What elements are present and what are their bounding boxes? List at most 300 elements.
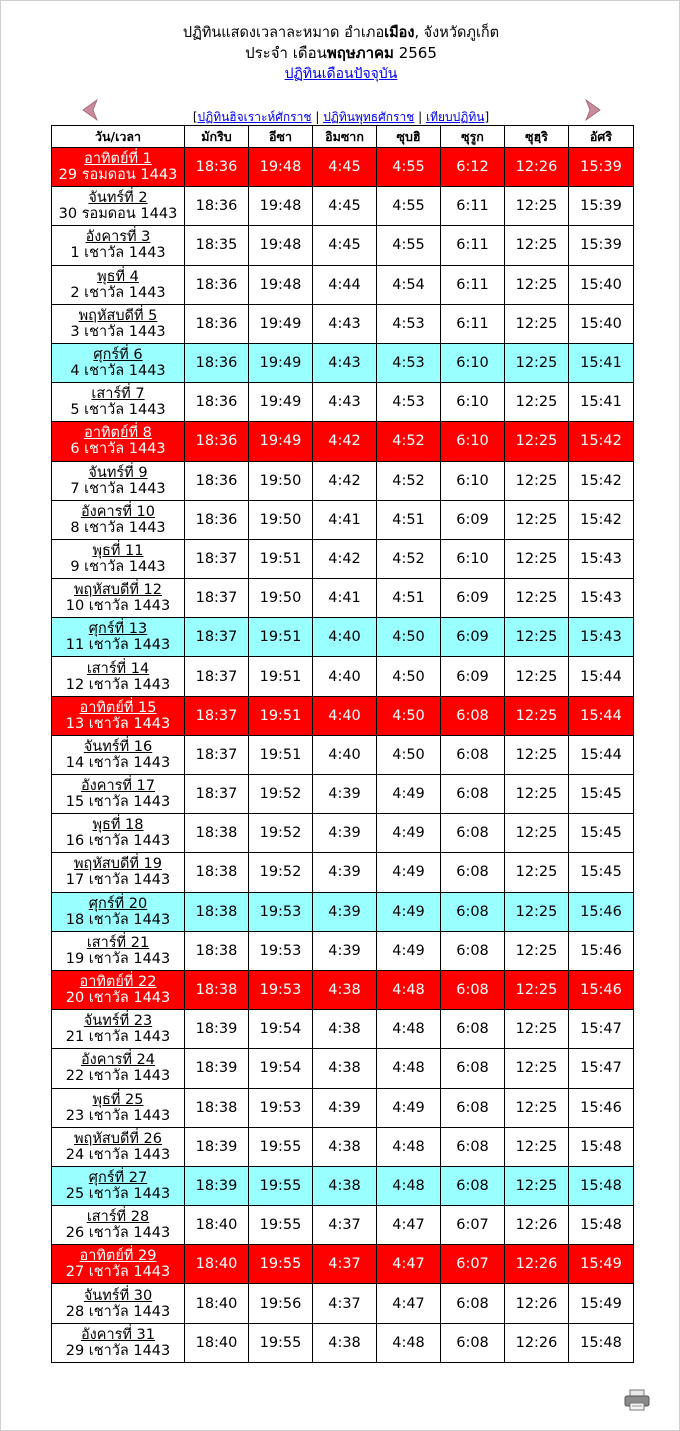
table-row <box>52 814 634 853</box>
sunrise-time: 6:08 <box>441 1127 505 1166</box>
asr-time: 15:49 <box>569 1245 634 1284</box>
header-zuhr: ซุฮฺริ <box>505 126 569 148</box>
day-link[interactable]: พฤหัสบดีที่ 12 <box>74 582 162 599</box>
asr-time: 15:42 <box>569 500 634 539</box>
isha-time: 19:49 <box>249 343 313 382</box>
current-month-link[interactable]: ปฏิทินเดือนปัจจุบัน <box>284 66 398 82</box>
imsak-time: 4:44 <box>313 265 377 304</box>
maghrib-time: 18:37 <box>185 579 249 618</box>
asr-time: 15:45 <box>569 853 634 892</box>
table-row <box>52 1323 634 1362</box>
hijri-date: 16 เชาวัล 1443 <box>65 833 171 850</box>
day-link[interactable]: เสาร์ที่ 21 <box>86 934 150 951</box>
isha-time: 19:54 <box>249 1010 313 1049</box>
asr-time: 15:48 <box>569 1206 634 1245</box>
maghrib-time: 18:36 <box>185 500 249 539</box>
day-cell <box>52 1166 185 1205</box>
isha-time: 19:55 <box>249 1127 313 1166</box>
imsak-time: 4:39 <box>313 814 377 853</box>
day-cell <box>52 422 185 461</box>
sunrise-time: 6:10 <box>441 539 505 578</box>
day-link[interactable]: อังคารที่ 3 <box>85 229 151 246</box>
zuhr-time: 12:25 <box>505 461 569 500</box>
day-cell <box>52 775 185 814</box>
day-link[interactable]: พุธที่ 18 <box>92 817 144 834</box>
hijri-date: 20 เชาวัล 1443 <box>65 990 171 1007</box>
imsak-time: 4:38 <box>313 1127 377 1166</box>
day-link[interactable]: พฤหัสบดีที่ 5 <box>78 307 158 324</box>
day-link[interactable]: อาทิตย์ที่ 29 <box>79 1248 157 1265</box>
day-link[interactable]: ศุกร์ที่ 6 <box>93 347 143 364</box>
subuh-time: 4:48 <box>377 1127 441 1166</box>
asr-time: 15:48 <box>569 1323 634 1362</box>
sunrise-time: 6:10 <box>441 461 505 500</box>
maghrib-time: 18:39 <box>185 1127 249 1166</box>
hijri-date: 8 เชาวัล 1443 <box>70 519 166 536</box>
sunrise-time: 6:08 <box>441 931 505 970</box>
imsak-time: 4:45 <box>313 226 377 265</box>
subuh-time: 4:53 <box>377 304 441 343</box>
month-title <box>1 43 680 63</box>
zuhr-time: 12:25 <box>505 657 569 696</box>
asr-time: 15:46 <box>569 1088 634 1127</box>
sunrise-time: 6:11 <box>441 226 505 265</box>
subuh-time: 4:52 <box>377 539 441 578</box>
hijri-calendar-link[interactable]: ปฏิทินฮิจเราะห์ศักราช <box>197 110 312 124</box>
isha-time: 19:52 <box>249 775 313 814</box>
maghrib-time: 18:39 <box>185 1049 249 1088</box>
sunrise-time: 6:08 <box>441 970 505 1009</box>
table-row <box>52 539 634 578</box>
hijri-date: 17 เชาวัล 1443 <box>65 872 171 889</box>
day-link[interactable]: อาทิตย์ที่ 1 <box>84 151 152 168</box>
subuh-time: 4:49 <box>377 853 441 892</box>
zuhr-time: 12:26 <box>505 1206 569 1245</box>
zuhr-time: 12:25 <box>505 931 569 970</box>
isha-time: 19:55 <box>249 1245 313 1284</box>
maghrib-time: 18:38 <box>185 814 249 853</box>
asr-time: 15:48 <box>569 1166 634 1205</box>
maghrib-time: 18:37 <box>185 735 249 774</box>
maghrib-time: 18:39 <box>185 1166 249 1205</box>
asr-time: 15:48 <box>569 1127 634 1166</box>
hijri-date: 29 เชาวัล 1443 <box>65 1342 171 1359</box>
maghrib-time: 18:40 <box>185 1245 249 1284</box>
day-cell <box>52 892 185 931</box>
table-row <box>52 1166 634 1205</box>
day-cell <box>52 853 185 892</box>
isha-time: 19:55 <box>249 1323 313 1362</box>
hijri-date: 22 เชาวัล 1443 <box>65 1068 171 1085</box>
month-name: พฤษภาคม <box>326 44 394 62</box>
hijri-date: 21 เชาวัล 1443 <box>65 1029 171 1046</box>
day-cell <box>52 618 185 657</box>
sunrise-time: 6:08 <box>441 1323 505 1362</box>
imsak-time: 4:40 <box>313 696 377 735</box>
prayer-times-table <box>51 125 634 1363</box>
hijri-date: 18 เชาวัล 1443 <box>65 911 171 928</box>
day-link[interactable]: อังคารที่ 31 <box>80 1326 156 1343</box>
header-isha: อีซา <box>249 126 313 148</box>
isha-time: 19:53 <box>249 931 313 970</box>
imsak-time: 4:43 <box>313 383 377 422</box>
asr-time: 15:42 <box>569 461 634 500</box>
sunrise-time: 6:11 <box>441 187 505 226</box>
sunrise-time: 6:10 <box>441 383 505 422</box>
maghrib-time: 18:39 <box>185 1010 249 1049</box>
day-link[interactable]: ศุกร์ที่ 27 <box>88 1169 148 1186</box>
imsak-time: 4:39 <box>313 931 377 970</box>
table-row <box>52 970 634 1009</box>
sunrise-time: 6:07 <box>441 1206 505 1245</box>
maghrib-time: 18:36 <box>185 422 249 461</box>
asr-time: 15:40 <box>569 265 634 304</box>
isha-time: 19:51 <box>249 618 313 657</box>
sunrise-time: 6:08 <box>441 1166 505 1205</box>
separator: | <box>311 110 324 124</box>
isha-time: 19:52 <box>249 814 313 853</box>
header-maghrib: มักริบ <box>185 126 249 148</box>
imsak-time: 4:38 <box>313 1049 377 1088</box>
sunrise-time: 6:07 <box>441 1245 505 1284</box>
isha-time: 19:55 <box>249 1166 313 1205</box>
day-link[interactable]: จันทร์ที่ 16 <box>83 738 153 755</box>
asr-time: 15:47 <box>569 1010 634 1049</box>
hijri-date: 3 เชาวัล 1443 <box>70 323 166 340</box>
hijri-date: 24 เชาวัล 1443 <box>65 1146 171 1163</box>
asr-time: 15:46 <box>569 931 634 970</box>
zuhr-time: 12:25 <box>505 970 569 1009</box>
imsak-time: 4:43 <box>313 304 377 343</box>
isha-time: 19:51 <box>249 735 313 774</box>
table-row <box>52 579 634 618</box>
day-link[interactable]: เสาร์ที่ 14 <box>86 660 150 677</box>
table-row <box>52 265 634 304</box>
day-cell <box>52 500 185 539</box>
isha-time: 19:51 <box>249 696 313 735</box>
table-row <box>52 500 634 539</box>
isha-time: 19:49 <box>249 304 313 343</box>
asr-time: 15:41 <box>569 383 634 422</box>
table-row <box>52 931 634 970</box>
isha-time: 19:50 <box>249 500 313 539</box>
day-link[interactable]: พุธที่ 4 <box>97 268 139 285</box>
table-row <box>52 461 634 500</box>
sunrise-time: 6:08 <box>441 1049 505 1088</box>
subuh-time: 4:51 <box>377 579 441 618</box>
page-header <box>1 23 680 84</box>
isha-time: 19:51 <box>249 539 313 578</box>
maghrib-time: 18:36 <box>185 187 249 226</box>
asr-time: 15:39 <box>569 148 634 187</box>
hijri-date: 14 เชาวัล 1443 <box>65 754 171 771</box>
zuhr-time: 12:25 <box>505 735 569 774</box>
subuh-time: 4:52 <box>377 461 441 500</box>
zuhr-time: 12:25 <box>505 853 569 892</box>
day-cell <box>52 383 185 422</box>
subuh-time: 4:50 <box>377 618 441 657</box>
imsak-time: 4:38 <box>313 1323 377 1362</box>
day-cell <box>52 1245 185 1284</box>
day-link[interactable]: อาทิตย์ที่ 15 <box>79 699 157 716</box>
hijri-date: 2 เชาวัล 1443 <box>70 284 166 301</box>
maghrib-time: 18:38 <box>185 970 249 1009</box>
close-bracket: ] <box>484 110 490 124</box>
compare-calendar-link[interactable]: เทียบปฏิทิน <box>426 110 485 124</box>
asr-time: 15:46 <box>569 892 634 931</box>
imsak-time: 4:37 <box>313 1245 377 1284</box>
subuh-time: 4:49 <box>377 931 441 970</box>
maghrib-time: 18:36 <box>185 265 249 304</box>
imsak-time: 4:45 <box>313 148 377 187</box>
asr-time: 15:39 <box>569 226 634 265</box>
open-bracket: [ <box>192 110 198 124</box>
zuhr-time: 12:25 <box>505 187 569 226</box>
sunrise-time: 6:08 <box>441 853 505 892</box>
day-link[interactable]: จันทร์ที่ 2 <box>88 190 148 207</box>
hijri-date: 13 เชาวัล 1443 <box>65 715 171 732</box>
zuhr-time: 12:25 <box>505 892 569 931</box>
asr-time: 15:41 <box>569 343 634 382</box>
zuhr-time: 12:25 <box>505 226 569 265</box>
isha-time: 19:48 <box>249 226 313 265</box>
maghrib-time: 18:38 <box>185 1088 249 1127</box>
day-link[interactable]: พฤหัสบดีที่ 19 <box>74 856 162 873</box>
day-cell <box>52 1088 185 1127</box>
subuh-time: 4:55 <box>377 148 441 187</box>
day-cell <box>52 1323 185 1362</box>
day-cell <box>52 148 185 187</box>
day-cell <box>52 931 185 970</box>
day-link[interactable]: พุธที่ 11 <box>92 542 144 559</box>
imsak-time: 4:45 <box>313 187 377 226</box>
table-row <box>52 775 634 814</box>
day-cell <box>52 814 185 853</box>
hijri-date: 27 เชาวัล 1443 <box>65 1264 171 1281</box>
maghrib-time: 18:40 <box>185 1206 249 1245</box>
subuh-time: 4:55 <box>377 226 441 265</box>
day-link[interactable]: พฤหัสบดีที่ 26 <box>74 1130 162 1147</box>
day-link[interactable]: เสาร์ที่ 28 <box>86 1209 150 1226</box>
sunrise-time: 6:08 <box>441 1284 505 1323</box>
hijri-date: 1 เชาวัล 1443 <box>70 245 166 262</box>
maghrib-time: 18:37 <box>185 775 249 814</box>
subuh-time: 4:51 <box>377 500 441 539</box>
zuhr-time: 12:25 <box>505 265 569 304</box>
imsak-time: 4:38 <box>313 970 377 1009</box>
day-link[interactable]: พุธที่ 25 <box>92 1091 144 1108</box>
table-row <box>52 618 634 657</box>
subuh-time: 4:49 <box>377 775 441 814</box>
zuhr-time: 12:26 <box>505 148 569 187</box>
day-cell <box>52 657 185 696</box>
day-cell <box>52 1049 185 1088</box>
district-name: เมือง <box>384 25 415 41</box>
day-cell <box>52 187 185 226</box>
imsak-time: 4:40 <box>313 735 377 774</box>
day-cell <box>52 1010 185 1049</box>
imsak-time: 4:39 <box>313 775 377 814</box>
zuhr-time: 12:25 <box>505 1127 569 1166</box>
sunrise-time: 6:08 <box>441 696 505 735</box>
table-row <box>52 1284 634 1323</box>
day-link[interactable]: ศุกร์ที่ 20 <box>88 895 148 912</box>
day-cell <box>52 226 185 265</box>
table-header-row <box>52 126 634 148</box>
maghrib-time: 18:35 <box>185 226 249 265</box>
sunrise-time: 6:12 <box>441 148 505 187</box>
maghrib-time: 18:36 <box>185 461 249 500</box>
subuh-time: 4:48 <box>377 1323 441 1362</box>
subuh-time: 4:48 <box>377 1049 441 1088</box>
table-body <box>52 148 634 1363</box>
day-link[interactable]: อังคารที่ 10 <box>80 503 156 520</box>
maghrib-time: 18:36 <box>185 148 249 187</box>
imsak-time: 4:42 <box>313 422 377 461</box>
hijri-date: 15 เชาวัล 1443 <box>65 794 171 811</box>
day-cell <box>52 1127 185 1166</box>
sunrise-time: 6:08 <box>441 892 505 931</box>
subuh-time: 4:50 <box>377 657 441 696</box>
table-row <box>52 383 634 422</box>
day-link[interactable]: จันทร์ที่ 30 <box>83 1287 153 1304</box>
day-link[interactable]: อาทิตย์ที่ 8 <box>84 425 152 442</box>
asr-time: 15:43 <box>569 539 634 578</box>
day-cell <box>52 1206 185 1245</box>
sunrise-time: 6:08 <box>441 775 505 814</box>
imsak-time: 4:37 <box>313 1284 377 1323</box>
asr-time: 15:39 <box>569 187 634 226</box>
zuhr-time: 12:25 <box>505 539 569 578</box>
maghrib-time: 18:38 <box>185 892 249 931</box>
hijri-date: 25 เชาวัล 1443 <box>65 1185 171 1202</box>
isha-time: 19:51 <box>249 657 313 696</box>
table-row <box>52 1010 634 1049</box>
hijri-date: 23 เชาวัล 1443 <box>65 1107 171 1124</box>
subuh-time: 4:48 <box>377 1010 441 1049</box>
maghrib-time: 18:37 <box>185 539 249 578</box>
hijri-date: 12 เชาวัล 1443 <box>65 676 171 693</box>
asr-time: 15:44 <box>569 657 634 696</box>
hijri-date: 29 รอมดอน 1443 <box>58 167 178 184</box>
maghrib-time: 18:40 <box>185 1284 249 1323</box>
asr-time: 15:44 <box>569 696 634 735</box>
day-link[interactable]: ศุกร์ที่ 13 <box>88 621 148 638</box>
asr-time: 15:44 <box>569 735 634 774</box>
header-day-time: วัน/เวลา <box>52 126 185 148</box>
imsak-time: 4:39 <box>313 1088 377 1127</box>
sunrise-time: 6:11 <box>441 304 505 343</box>
zuhr-time: 12:25 <box>505 1088 569 1127</box>
hijri-date: 6 เชาวัล 1443 <box>70 441 166 458</box>
subuh-time: 4:55 <box>377 187 441 226</box>
imsak-time: 4:41 <box>313 500 377 539</box>
zuhr-time: 12:25 <box>505 814 569 853</box>
day-cell <box>52 1284 185 1323</box>
isha-time: 19:53 <box>249 1088 313 1127</box>
asr-time: 15:46 <box>569 970 634 1009</box>
imsak-time: 4:39 <box>313 853 377 892</box>
subuh-time: 4:48 <box>377 970 441 1009</box>
zuhr-time: 12:25 <box>505 383 569 422</box>
zuhr-time: 12:25 <box>505 775 569 814</box>
zuhr-time: 12:25 <box>505 304 569 343</box>
buddhist-calendar-link[interactable]: ปฏิทินพุทธศักราช <box>323 110 415 124</box>
day-cell <box>52 735 185 774</box>
day-link[interactable]: อังคารที่ 17 <box>80 778 156 795</box>
imsak-time: 4:38 <box>313 1010 377 1049</box>
imsak-time: 4:38 <box>313 1166 377 1205</box>
subuh-time: 4:50 <box>377 735 441 774</box>
maghrib-time: 18:38 <box>185 931 249 970</box>
sunrise-time: 6:08 <box>441 735 505 774</box>
print-icon[interactable] <box>623 1388 651 1412</box>
day-cell <box>52 304 185 343</box>
header-sunrise: ซุรูก <box>441 126 505 148</box>
subuh-time: 4:49 <box>377 1088 441 1127</box>
table-row <box>52 226 634 265</box>
day-link[interactable]: อาทิตย์ที่ 22 <box>79 974 157 991</box>
subuh-time: 4:50 <box>377 696 441 735</box>
hijri-date: 26 เชาวัล 1443 <box>65 1225 171 1242</box>
sunrise-time: 6:11 <box>441 265 505 304</box>
maghrib-time: 18:36 <box>185 343 249 382</box>
table-row <box>52 343 634 382</box>
day-cell <box>52 461 185 500</box>
hijri-date: 4 เชาวัล 1443 <box>70 363 166 380</box>
imsak-time: 4:39 <box>313 892 377 931</box>
imsak-time: 4:43 <box>313 343 377 382</box>
year-text: 2565 <box>393 44 437 62</box>
sunrise-time: 6:10 <box>441 343 505 382</box>
zuhr-time: 12:25 <box>505 500 569 539</box>
header-imsak: อิมซาก <box>313 126 377 148</box>
hijri-date: 7 เชาวัล 1443 <box>70 480 166 497</box>
subuh-time: 4:48 <box>377 1166 441 1205</box>
isha-time: 19:54 <box>249 1049 313 1088</box>
isha-time: 19:53 <box>249 892 313 931</box>
day-cell <box>52 970 185 1009</box>
asr-time: 15:42 <box>569 422 634 461</box>
hijri-date: 10 เชาวัล 1443 <box>65 598 171 615</box>
isha-time: 19:52 <box>249 853 313 892</box>
asr-time: 15:45 <box>569 775 634 814</box>
subuh-time: 4:54 <box>377 265 441 304</box>
sunrise-time: 6:09 <box>441 500 505 539</box>
imsak-time: 4:40 <box>313 618 377 657</box>
day-cell <box>52 343 185 382</box>
imsak-time: 4:42 <box>313 539 377 578</box>
hijri-date: 28 เชาวัล 1443 <box>65 1303 171 1320</box>
isha-time: 19:55 <box>249 1206 313 1245</box>
zuhr-time: 12:25 <box>505 579 569 618</box>
zuhr-time: 12:26 <box>505 1284 569 1323</box>
subuh-time: 4:47 <box>377 1284 441 1323</box>
title-prefix: ปฏิทินแสดงเวลาละหมาด อำเภอ <box>182 25 385 41</box>
day-cell <box>52 265 185 304</box>
zuhr-time: 12:25 <box>505 1049 569 1088</box>
isha-time: 19:50 <box>249 579 313 618</box>
zuhr-time: 12:25 <box>505 422 569 461</box>
day-link[interactable]: เสาร์ที่ 7 <box>91 386 145 403</box>
day-link[interactable]: จันทร์ที่ 9 <box>88 464 148 481</box>
province-text: , จังหวัดภูเก็ต <box>414 25 500 41</box>
imsak-time: 4:42 <box>313 461 377 500</box>
day-link[interactable]: อังคารที่ 24 <box>80 1052 156 1069</box>
day-link[interactable]: จันทร์ที่ 23 <box>83 1013 153 1030</box>
sunrise-time: 6:08 <box>441 1088 505 1127</box>
zuhr-time: 12:26 <box>505 1323 569 1362</box>
